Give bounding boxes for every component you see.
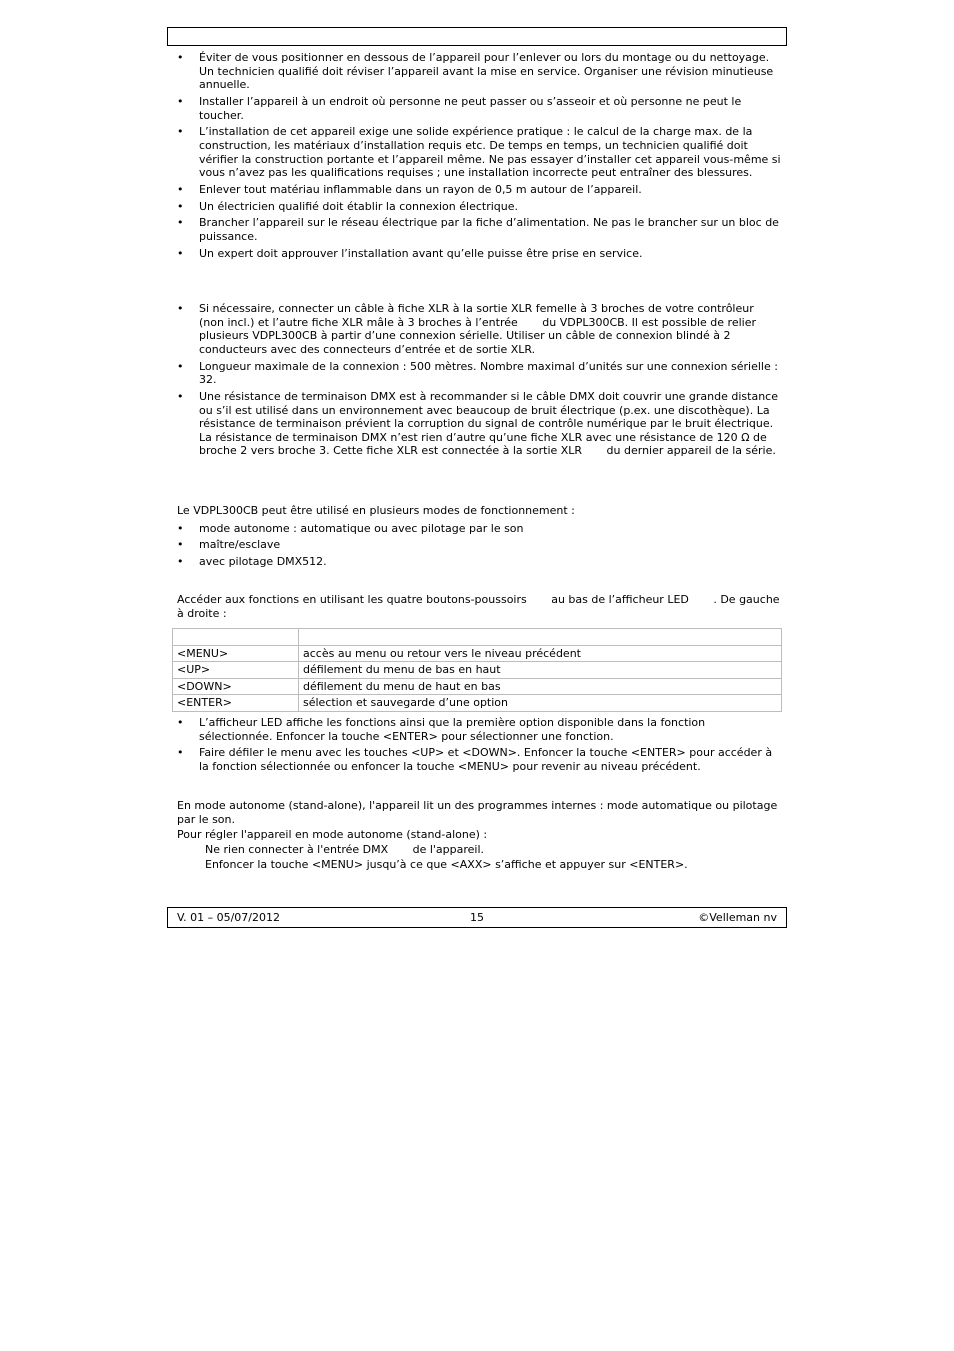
list-item: • L’afficheur LED affiche les fonctions ainsi que la première option disponible dans la fonction sélectionnée. Enfoncer la touche <ENTER> pour sélectionner une fonction. (177, 716, 706, 743)
footer-page-number: 15 (470, 911, 484, 924)
bullet-icon: • (177, 125, 184, 139)
bullet-icon: • (177, 538, 184, 552)
header-box (167, 27, 787, 46)
bullet-icon: • (177, 182, 184, 196)
dmx-connection-section (177, 302, 782, 461)
table-header-cell (299, 629, 782, 646)
bullet-icon: • (177, 246, 184, 260)
bullet-icon: • (177, 746, 184, 760)
table-row (173, 662, 782, 679)
bullet-icon: • (177, 302, 184, 315)
list-item: • avec pilotage DMX512. (177, 555, 327, 569)
list-item: • L’installation de cet appareil exige une solide expérience pratique : le calcul de la charge max. de la construction, les matériaux d’installation requis etc. De temps en temps, un technicien qualifié doit vérifier la construction portante et l’appareil même. Ne pas essayer d’installer cet appareil vous-même si vous n’avez pas les qualifications requises ; une installation incorrecte peut entraîner des blessures. (177, 125, 781, 180)
controls-list (177, 716, 782, 774)
table-cell-key: <UP> (173, 662, 299, 679)
standalone-step-1: Ne rien connecter à l'entrée DMX de l'appareil. (205, 842, 485, 856)
table-header-row (173, 629, 782, 646)
safety-list (177, 51, 782, 260)
list-item: • Éviter de vous positionner en dessous de l’appareil pour l’enlever ou lors du montage ou du nettoyage. Un technicien qualifié doit réviser l’appareil avant la mise en service. Organiser une révision minutieuse annuelle. (177, 51, 774, 92)
bullet-icon: • (177, 716, 184, 729)
controls-intro: Accéder aux fonctions en utilisant les quatre boutons-poussoirs au bas de l’afficheur LED . De gauche à droite : (177, 593, 784, 620)
bullet-icon: • (177, 555, 184, 569)
table-cell-description: défilement du menu de bas en haut (299, 662, 782, 679)
controls-notes (177, 716, 782, 777)
modes-section (177, 504, 782, 572)
table-row (173, 695, 782, 712)
bullet-icon: • (177, 94, 184, 108)
list-item: • maître/esclave (177, 538, 281, 552)
list-item: • Longueur maximale de la connexion : 500 mètres. Nombre maximal d’unités sur une connexion sérielle : 32. (177, 359, 778, 387)
safety-section (177, 51, 782, 264)
list-item: • mode autonome : automatique ou avec pilotage par le son (177, 521, 524, 535)
table-row (173, 645, 782, 662)
table-cell-description: accès au menu ou retour vers le niveau précédent (299, 645, 782, 662)
bullet-icon: • (177, 51, 184, 64)
table-cell-key: <MENU> (173, 645, 299, 662)
list-item: • Installer l’appareil à un endroit où personne ne peut passer ou s’asseoir et où personne ne peut le toucher. (177, 94, 742, 122)
footer-copyright: ©Velleman nv (698, 911, 777, 924)
table-header-cell (173, 629, 299, 646)
modes-intro: Le VDPL300CB peut être utilisé en plusieurs modes de fonctionnement : (177, 504, 575, 517)
standalone-para-2: Pour régler l'appareil en mode autonome (stand-alone) : (177, 828, 488, 842)
list-item: • Un électricien qualifié doit établir la connexion électrique. (177, 199, 519, 213)
standalone-section (177, 799, 782, 874)
bullet-icon: • (177, 199, 184, 213)
table-cell-description: sélection et sauvegarde d’une option (299, 695, 782, 712)
list-item: • Faire défiler le menu avec les touches <UP> et <DOWN>. Enfoncer la touche <ENTER> pour accéder à la fonction sélectionnée ou enfoncer la touche <MENU> pour revenir au niveau précédent. (177, 746, 773, 773)
bullet-icon: • (177, 359, 184, 373)
table-row (173, 678, 782, 695)
list-item: • Une résistance de terminaison DMX est à recommander si le câble DMX doit couvrir une grande distance ou s’il est utilisé dans un environnement avec beaucoup de bruit électrique (p.ex. une discothèque). La résistance de terminaison prévient la corruption du signal de contrôle numérique par le bruit électrique. La résistance de terminaison DMX n’est rien d’autre qu’une fiche XLR avec une résistance de 120 Ω de broche 2 vers broche 3. Cette fiche XLR est connectée à la sortie XLR du dernier appareil de la série. (177, 389, 782, 458)
page-footer (167, 907, 787, 928)
standalone-para-1: En mode autonome (stand-alone), l'appareil lit un des programmes internes : mode automatique ou pilotage par le son. (177, 799, 778, 826)
standalone-step-2: Enfoncer la touche <MENU> jusqu’à ce que <AXX> s’affiche et appuyer sur <ENTER>. (205, 858, 688, 872)
list-item: • Enlever tout matériau inflammable dans un rayon de 0,5 m autour de l’appareil. (177, 182, 642, 196)
bullet-icon: • (177, 389, 184, 403)
table-cell-key: <DOWN> (173, 678, 299, 695)
control-buttons-table (172, 628, 782, 712)
bullet-icon: • (177, 216, 184, 230)
controls-intro-block (177, 593, 782, 622)
list-item: • Si nécessaire, connecter un câble à fiche XLR à la sortie XLR femelle à 3 broches de votre contrôleur (non incl.) et l’autre fiche XLR mâle à 3 broches à l’entrée du VDPL300CB. Il est possible de relier plusieurs VDPL300CB à partir d’une connexion sérielle. Utiliser un câble de connexion blindé à 2 conducteurs avec des connecteurs d’entrée et de sortie XLR. (177, 302, 760, 356)
bullet-icon: • (177, 521, 184, 535)
table-cell-key: <ENTER> (173, 695, 299, 712)
table-cell-description: défilement du menu de haut en bas (299, 678, 782, 695)
footer-version: V. 01 – 05/07/2012 (177, 911, 280, 924)
dmx-list (177, 302, 782, 458)
modes-list (177, 522, 782, 569)
list-item: • Brancher l’appareil sur le réseau électrique par la fiche d’alimentation. Ne pas le brancher sur un bloc de puissance. (177, 216, 779, 244)
list-item: • Un expert doit approuver l’installation avant qu’elle puisse être prise en service. (177, 246, 643, 260)
